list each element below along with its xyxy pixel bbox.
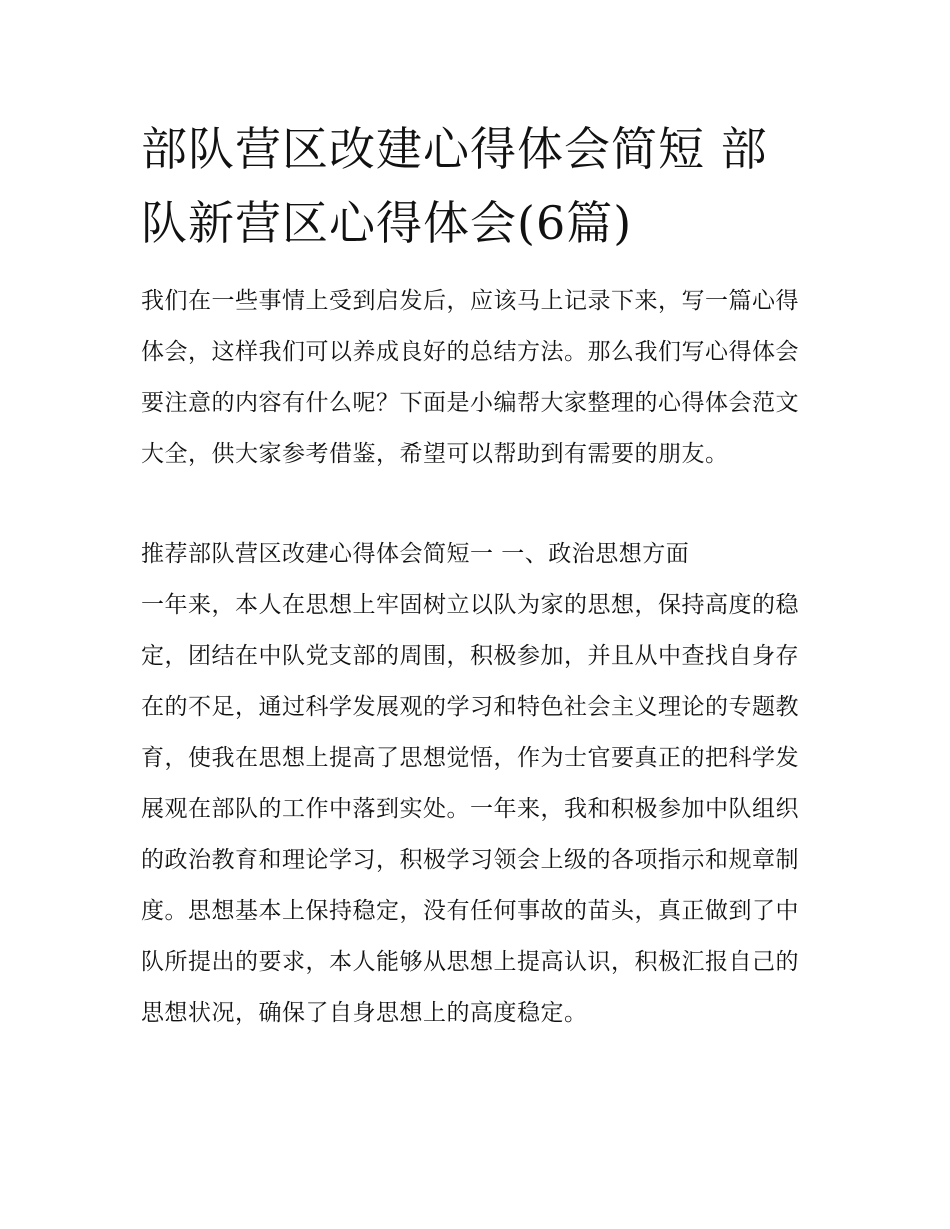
intro-paragraph: 我们在一些事情上受到启发后，应该马上记录下来，写一篇心得体会，这样我们可以养成良好的总结方法。那么我们写心得体会要注意的内容有什么呢？下面是小编帮大家整理的心得体会范文大全，供大家参考借鉴，希望可以帮助到有需要的朋友。 — [141, 288, 799, 467]
document-title: 部队营区改建心得体会简短 部队新营区心得体会(6篇) — [141, 122, 768, 250]
section-heading: 推荐部队营区改建心得体会简短一 一、政治思想方面 — [141, 541, 690, 567]
section-paragraph: 一年来，本人在思想上牢固树立以队为家的思想，保持高度的稳定，团结在中队党支部的周围，积极参加，并且从中查找自身存在的不足，通过科学发展观的学习和特色社会主义理论的专题教育，使我在思想上提高了思想觉悟，作为士官要真正的把科学发展观在部队的工作中落到实处。一年来，我和积极参加中队组织的政治教育和理论学习，积极学习领会上级的各项指示和规章制度。思想基本上保持稳定，没有任何事故的苗头，真正做到了中队所提出的要求，本人能够从思想上提高认识，积极汇报自己的思想状况，确保了自身思想上的高度稳定。 — [141, 592, 799, 1026]
